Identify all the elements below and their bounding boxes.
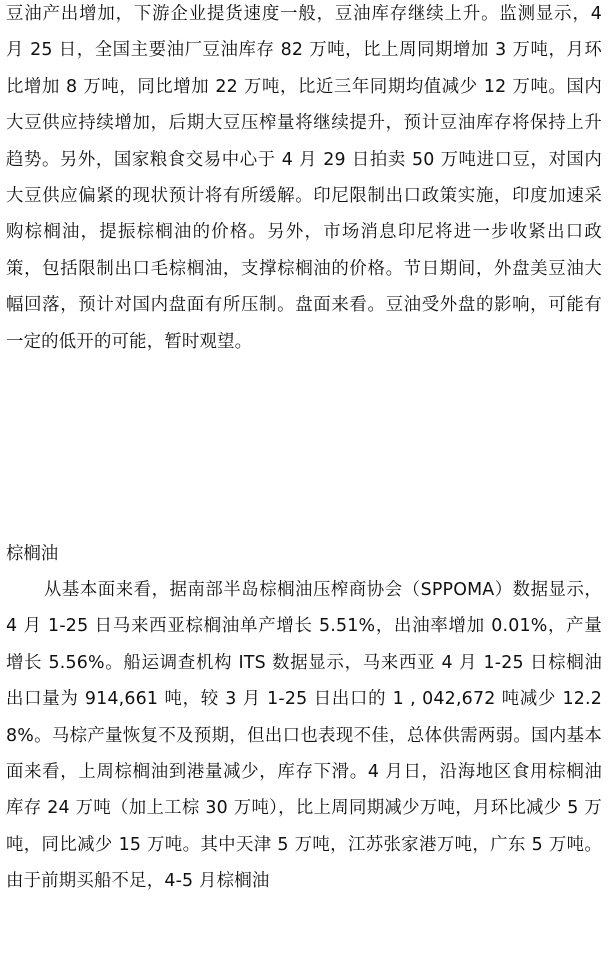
section-heading-palm-oil: 棕榈油: [6, 544, 59, 564]
palm-oil-paragraph: 从基本面来看，据南部半岛棕榈油压榨商协会（SPPOMA）数据显示，4 月 1-25 日马来西亚棕榈油单产增长 5.51%，出油率增加 0.01%，产量增长 5.56%。船运调查机构 ITS 数据显示，马来西亚 4 月 1-25 日棕榈油出口量为 914,661 吨，较 3 月 1-25 日出口的 1 , 042,672 吨减少 12.28%。马棕产量恢复不及预期，但出口也表现不佳，总体供需两弱。国内基本面来看，上周棕榈油到港量减少，库存下滑。4 月日，沿海地区食用棕榈油库存 24 万吨（加上工棕 30 万吨），比上周同期减少万吨，月环比减少 5 万吨，同比减少 15 万吨。其中天津 5 万吨，江苏张家港万吨，广东 5 万吨。由于前期买船不足，4-5 月棕榈油: [6, 580, 602, 892]
soybean-oil-paragraph: 豆油产出增加，下游企业提货速度一般，豆油库存继续上升。监测显示，4 月 25 日，全国主要油厂豆油库存 82 万吨，比上周同期增加 3 万吨，月环比增加 8 万吨，同比增加 22 万吨，比近三年同期均值减少 12 万吨。国内大豆供应持续增加，后期大豆压榨量将继续提升，预计豆油库存将保持上升趋势。另外，国家粮食交易中心于 4 月 29 日拍卖 50 万吨进口豆，对国内大豆供应偏紧的现状预计将有所缓解。印尼限制出口政策实施，印度加速采购棕榈油，提振棕榈油的价格。另外，市场消息印尼将进一步收紧出口政策，包括限制出口毛棕榈油，支撑棕榈油的价格。节日期间，外盘美豆油大幅回落，预计对国内盘面有所压制。盘面来看。豆油受外盘的影响，可能有一定的低开的可能，暂时观望。: [6, 4, 602, 352]
